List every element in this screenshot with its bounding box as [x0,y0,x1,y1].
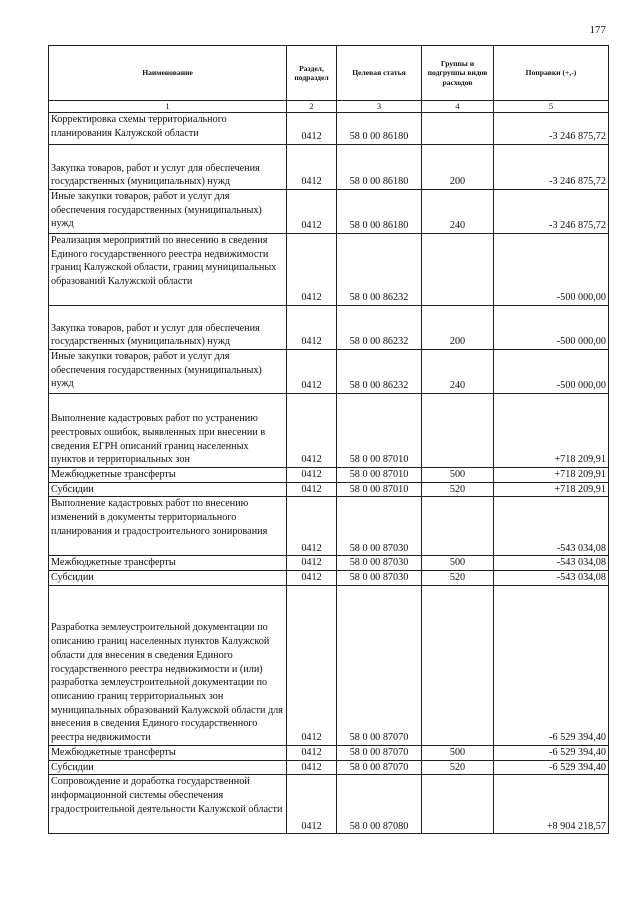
row-target: 58 0 00 86232 [337,350,422,394]
row-group: 520 [422,571,494,586]
header-groups: Группы и подгруппы видов расходов [422,46,494,101]
row-target: 58 0 00 86180 [337,190,422,234]
row-section: 0412 [287,775,337,834]
row-group [422,234,494,306]
table-row [49,775,609,834]
row-name: Разработка землеустроительной документации по описанию границ населенных пунктов Калужской области для внесения в сведения Единого государственного реестра недвижимости и (или) разработка землеустроительной документации по описанию границ территориальных зон муниципальных образований Калужской области для внесения в сведения Единого государственного реестра недвижимости [49,585,287,745]
row-section: 0412 [287,585,337,745]
table-row [49,497,609,556]
table-row [49,556,609,571]
row-name: Выполнение кадастровых работ по внесению изменений в документы территориального планирования и градостроительного зонирования [49,497,287,556]
row-name: Иные закупки товаров, работ и услуг для обеспечения государственных (муниципальных) нужд [49,350,287,394]
row-target: 58 0 00 87070 [337,760,422,775]
row-amount: -6 529 394,40 [494,745,609,760]
row-amount: -3 246 875,72 [494,190,609,234]
row-section: 0412 [287,145,337,190]
row-name: Межбюджетные трансферты [49,468,287,483]
row-group [422,497,494,556]
row-name: Выполнение кадастровых работ по устранению реестровых ошибок, выявленных при внесении в сведения ЕГРН описаний границ населенных пунктов и территориальных зон [49,394,287,468]
table-header-row [49,46,609,101]
row-group: 500 [422,556,494,571]
row-group: 240 [422,350,494,394]
row-amount: -500 000,00 [494,350,609,394]
row-section: 0412 [287,745,337,760]
header-amendments: Поправки (+,-) [494,46,609,101]
row-group: 240 [422,190,494,234]
header-name: Наименование [49,46,287,101]
row-amount: +718 209,91 [494,482,609,497]
row-name: Межбюджетные трансферты [49,745,287,760]
table-row [49,306,609,350]
row-amount: -500 000,00 [494,234,609,306]
row-section: 0412 [287,306,337,350]
column-number: 2 [287,101,337,113]
column-number: 4 [422,101,494,113]
row-amount: +718 209,91 [494,468,609,483]
header-section: Раздел, подраздел [287,46,337,101]
row-section: 0412 [287,113,337,145]
page-number: 177 [589,24,606,36]
row-group [422,394,494,468]
row-name: Субсидии [49,571,287,586]
row-amount: -543 034,08 [494,497,609,556]
table-row [49,571,609,586]
row-section: 0412 [287,350,337,394]
row-section: 0412 [287,571,337,586]
row-target: 58 0 00 86180 [337,113,422,145]
table-row [49,113,609,145]
row-group: 520 [422,482,494,497]
table-row [49,350,609,394]
row-section: 0412 [287,482,337,497]
row-target: 58 0 00 87030 [337,571,422,586]
budget-amendments-table [48,45,609,834]
column-number: 3 [337,101,422,113]
row-target: 58 0 00 86232 [337,306,422,350]
row-amount: -6 529 394,40 [494,760,609,775]
row-target: 58 0 00 87030 [337,556,422,571]
row-section: 0412 [287,556,337,571]
table-row [49,145,609,190]
table-row [49,482,609,497]
row-amount: +8 904 218,57 [494,775,609,834]
table-row [49,190,609,234]
row-target: 58 0 00 87010 [337,482,422,497]
header-target: Целевая статья [337,46,422,101]
row-amount: -500 000,00 [494,306,609,350]
row-amount: -543 034,08 [494,556,609,571]
table-row [49,394,609,468]
row-group: 520 [422,760,494,775]
row-group: 200 [422,306,494,350]
row-section: 0412 [287,760,337,775]
row-section: 0412 [287,394,337,468]
table-row [49,468,609,483]
table-row [49,585,609,745]
table-row [49,234,609,306]
row-group: 500 [422,468,494,483]
row-amount: -3 246 875,72 [494,113,609,145]
row-section: 0412 [287,468,337,483]
row-name: Закупка товаров, работ и услуг для обеспечения государственных (муниципальных) нужд [49,145,287,190]
row-target: 58 0 00 87010 [337,394,422,468]
row-name: Сопровождение и доработка государственной информационной системы обеспечения градостроительной деятельности Калужской области [49,775,287,834]
row-group: 200 [422,145,494,190]
column-number-row [49,101,609,113]
row-amount: -543 034,08 [494,571,609,586]
row-target: 58 0 00 86180 [337,145,422,190]
row-name: Корректировка схемы территориального планирования Калужской области [49,113,287,145]
row-name: Закупка товаров, работ и услуг для обеспечения государственных (муниципальных) нужд [49,306,287,350]
row-section: 0412 [287,190,337,234]
row-target: 58 0 00 87010 [337,468,422,483]
row-target: 58 0 00 87070 [337,745,422,760]
row-section: 0412 [287,497,337,556]
row-group [422,585,494,745]
row-name: Субсидии [49,482,287,497]
row-target: 58 0 00 86232 [337,234,422,306]
row-target: 58 0 00 87030 [337,497,422,556]
row-group: 500 [422,745,494,760]
table-row [49,745,609,760]
row-amount: -6 529 394,40 [494,585,609,745]
row-amount: -3 246 875,72 [494,145,609,190]
row-name: Межбюджетные трансферты [49,556,287,571]
column-number: 5 [494,101,609,113]
row-name: Иные закупки товаров, работ и услуг для обеспечения государственных (муниципальных) нужд [49,190,287,234]
row-target: 58 0 00 87080 [337,775,422,834]
column-number: 1 [49,101,287,113]
row-amount: +718 209,91 [494,394,609,468]
table-row [49,760,609,775]
row-group [422,775,494,834]
row-name: Субсидии [49,760,287,775]
row-name: Реализация мероприятий по внесению в сведения Единого государственного реестра недвижимости границ Калужской области, границ муниципальных образований Калужской области [49,234,287,306]
row-target: 58 0 00 87070 [337,585,422,745]
row-section: 0412 [287,234,337,306]
row-group [422,113,494,145]
